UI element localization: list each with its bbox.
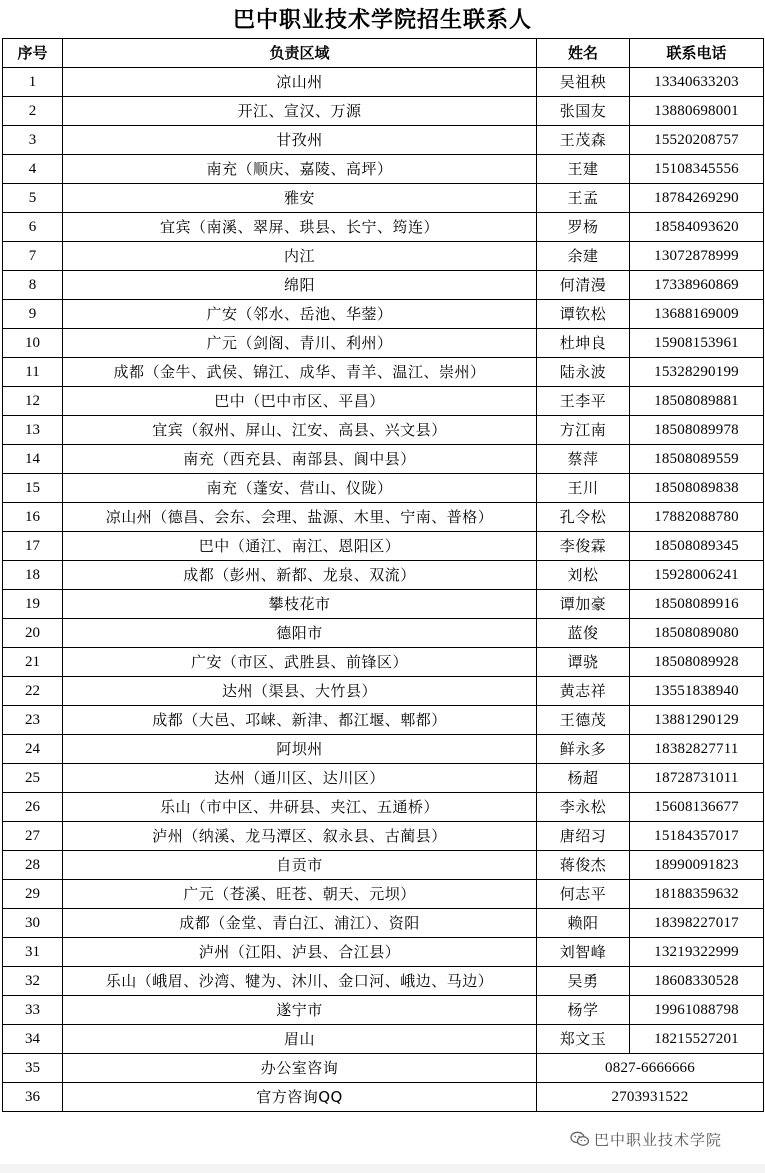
row-number: 20: [3, 619, 63, 648]
table-row: [3, 880, 764, 909]
name-cell: 杨学: [537, 996, 630, 1025]
region-cell: 乐山（市中区、井研县、夹江、五通桥）: [63, 793, 537, 822]
table-row: [3, 561, 764, 590]
table-row: [3, 503, 764, 532]
table-row: [3, 387, 764, 416]
table-row: [3, 909, 764, 938]
table-row: [3, 735, 764, 764]
region-cell: 成都（金牛、武侯、锦江、成华、青羊、温江、崇州）: [63, 358, 537, 387]
region-cell: 凉山州（德昌、会东、会理、盐源、木里、宁南、普格）: [63, 503, 537, 532]
phone-cell: 15328290199: [630, 358, 764, 387]
column-header-name: 姓名: [537, 39, 630, 68]
region-cell: 达州（渠县、大竹县）: [63, 677, 537, 706]
row-number: 14: [3, 445, 63, 474]
name-cell: 李永松: [537, 793, 630, 822]
row-number: 11: [3, 358, 63, 387]
name-cell: 方江南: [537, 416, 630, 445]
row-number: 23: [3, 706, 63, 735]
phone-cell: 13880698001: [630, 97, 764, 126]
row-number: 27: [3, 822, 63, 851]
name-cell: 杜坤良: [537, 329, 630, 358]
name-cell: 蔡萍: [537, 445, 630, 474]
name-cell: 王川: [537, 474, 630, 503]
contact-label-cell: 办公室咨询: [63, 1054, 537, 1083]
name-cell: 王李平: [537, 387, 630, 416]
row-number: 25: [3, 764, 63, 793]
name-cell: 何清漫: [537, 271, 630, 300]
phone-cell: 18608330528: [630, 967, 764, 996]
table-row: [3, 126, 764, 155]
region-cell: 巴中（巴中市区、平昌）: [63, 387, 537, 416]
table-row: [3, 764, 764, 793]
row-number: 28: [3, 851, 63, 880]
name-cell: 陆永波: [537, 358, 630, 387]
table-row: [3, 793, 764, 822]
region-cell: 凉山州: [63, 68, 537, 97]
phone-cell: 18508089928: [630, 648, 764, 677]
region-cell: 眉山: [63, 1025, 537, 1054]
row-number: 19: [3, 590, 63, 619]
contact-value-cell: 0827-6666666: [537, 1054, 764, 1083]
row-number: 13: [3, 416, 63, 445]
row-number: 6: [3, 213, 63, 242]
region-cell: 乐山（峨眉、沙湾、犍为、沐川、金口河、峨边、马边）: [63, 967, 537, 996]
column-header-region: 负责区域: [63, 39, 537, 68]
row-number: 31: [3, 938, 63, 967]
table-row: [3, 329, 764, 358]
phone-cell: 15520208757: [630, 126, 764, 155]
table-row: [3, 416, 764, 445]
phone-cell: 18508089559: [630, 445, 764, 474]
row-number: 18: [3, 561, 63, 590]
name-cell: 罗杨: [537, 213, 630, 242]
name-cell: 郑文玉: [537, 1025, 630, 1054]
region-cell: 达州（通川区、达川区）: [63, 764, 537, 793]
contacts-table: [2, 38, 764, 1112]
phone-cell: 13219322999: [630, 938, 764, 967]
row-number: 9: [3, 300, 63, 329]
table-row: [3, 677, 764, 706]
table-row: [3, 851, 764, 880]
row-number: 24: [3, 735, 63, 764]
name-cell: 刘智峰: [537, 938, 630, 967]
region-cell: 广安（邻水、岳池、华蓥）: [63, 300, 537, 329]
bottom-strip: [0, 1164, 765, 1173]
region-cell: 开江、宣汉、万源: [63, 97, 537, 126]
name-cell: 孔令松: [537, 503, 630, 532]
phone-cell: 18382827711: [630, 735, 764, 764]
wechat-icon: [570, 1131, 590, 1147]
column-header-no: 序号: [3, 39, 63, 68]
phone-cell: 13340633203: [630, 68, 764, 97]
name-cell: 谭钦松: [537, 300, 630, 329]
name-cell: 黄志祥: [537, 677, 630, 706]
table-row: [3, 1054, 764, 1083]
phone-cell: 15184357017: [630, 822, 764, 851]
row-number: 10: [3, 329, 63, 358]
row-number: 34: [3, 1025, 63, 1054]
table-row: [3, 474, 764, 503]
column-header-phone: 联系电话: [630, 39, 764, 68]
region-cell: 成都（彭州、新都、龙泉、双流）: [63, 561, 537, 590]
page-title: 巴中职业技术学院招生联系人: [232, 7, 532, 33]
name-cell: 赖阳: [537, 909, 630, 938]
table-row: [3, 242, 764, 271]
phone-cell: 18508089978: [630, 416, 764, 445]
watermark: [566, 1127, 726, 1151]
region-cell: 雅安: [63, 184, 537, 213]
table-row: [3, 184, 764, 213]
phone-cell: 18508089080: [630, 619, 764, 648]
region-cell: 广安（市区、武胜县、前锋区）: [63, 648, 537, 677]
region-cell: 广元（苍溪、旺苍、朝天、元坝）: [63, 880, 537, 909]
phone-cell: 17882088780: [630, 503, 764, 532]
name-cell: 王建: [537, 155, 630, 184]
name-cell: 李俊霖: [537, 532, 630, 561]
table-row: [3, 1025, 764, 1054]
row-number: 16: [3, 503, 63, 532]
table-row: [3, 97, 764, 126]
name-cell: 何志平: [537, 880, 630, 909]
table-row: [3, 271, 764, 300]
table-row: [3, 822, 764, 851]
row-number: 15: [3, 474, 63, 503]
name-cell: 鲜永多: [537, 735, 630, 764]
phone-cell: 13688169009: [630, 300, 764, 329]
phone-cell: 15108345556: [630, 155, 764, 184]
phone-cell: 13072878999: [630, 242, 764, 271]
phone-cell: 18784269290: [630, 184, 764, 213]
region-cell: 巴中（通江、南江、恩阳区）: [63, 532, 537, 561]
region-cell: 攀枝花市: [63, 590, 537, 619]
table-row: [3, 445, 764, 474]
region-cell: 绵阳: [63, 271, 537, 300]
phone-cell: 17338960869: [630, 271, 764, 300]
phone-cell: 18728731011: [630, 764, 764, 793]
region-cell: 德阳市: [63, 619, 537, 648]
name-cell: 吴勇: [537, 967, 630, 996]
region-cell: 成都（金堂、青白江、浦江）、资阳: [63, 909, 537, 938]
table-body: [3, 68, 764, 1112]
region-cell: 阿坝州: [63, 735, 537, 764]
phone-cell: 13551838940: [630, 677, 764, 706]
region-cell: 南充（蓬安、营山、仪陇）: [63, 474, 537, 503]
name-cell: 谭骁: [537, 648, 630, 677]
table-row: [3, 155, 764, 184]
table-row: [3, 619, 764, 648]
row-number: 32: [3, 967, 63, 996]
phone-cell: 18508089838: [630, 474, 764, 503]
phone-cell: 18508089345: [630, 532, 764, 561]
contact-value-cell: 2703931522: [537, 1083, 764, 1112]
row-number: 21: [3, 648, 63, 677]
table-row: [3, 706, 764, 735]
phone-cell: 19961088798: [630, 996, 764, 1025]
region-cell: 遂宁市: [63, 996, 537, 1025]
name-cell: 蒋俊杰: [537, 851, 630, 880]
phone-cell: 18398227017: [630, 909, 764, 938]
phone-cell: 15908153961: [630, 329, 764, 358]
region-cell: 自贡市: [63, 851, 537, 880]
name-cell: 王茂森: [537, 126, 630, 155]
phone-cell: 15608136677: [630, 793, 764, 822]
region-cell: 内江: [63, 242, 537, 271]
table-row: [3, 648, 764, 677]
region-cell: 宜宾（叙州、屏山、江安、高县、兴文县）: [63, 416, 537, 445]
table-row: [3, 590, 764, 619]
name-cell: 吴祖秧: [537, 68, 630, 97]
name-cell: 余建: [537, 242, 630, 271]
row-number: 1: [3, 68, 63, 97]
row-number: 33: [3, 996, 63, 1025]
name-cell: 杨超: [537, 764, 630, 793]
table-row: [3, 938, 764, 967]
region-cell: 泸州（纳溪、龙马潭区、叙永县、古蔺县）: [63, 822, 537, 851]
row-number: 30: [3, 909, 63, 938]
row-number: 4: [3, 155, 63, 184]
phone-cell: 18990091823: [630, 851, 764, 880]
row-number: 26: [3, 793, 63, 822]
name-cell: 张国友: [537, 97, 630, 126]
region-cell: 甘孜州: [63, 126, 537, 155]
row-number: 3: [3, 126, 63, 155]
phone-cell: 18508089916: [630, 590, 764, 619]
table-row: [3, 300, 764, 329]
phone-cell: 18188359632: [630, 880, 764, 909]
row-number: 7: [3, 242, 63, 271]
row-number: 22: [3, 677, 63, 706]
name-cell: 王孟: [537, 184, 630, 213]
table-row: [3, 358, 764, 387]
row-number: 36: [3, 1083, 63, 1112]
name-cell: 唐绍习: [537, 822, 630, 851]
row-number: 17: [3, 532, 63, 561]
region-cell: 宜宾（南溪、翠屏、珙县、长宁、筠连）: [63, 213, 537, 242]
phone-cell: 13881290129: [630, 706, 764, 735]
row-number: 5: [3, 184, 63, 213]
table-header-row: [3, 39, 764, 68]
row-number: 8: [3, 271, 63, 300]
phone-cell: 18215527201: [630, 1025, 764, 1054]
contact-label-cell: 官方咨询QQ: [63, 1083, 537, 1112]
row-number: 2: [3, 97, 63, 126]
watermark-text: 巴中职业技术学院: [594, 1130, 723, 1149]
region-cell: 广元（剑阁、青川、利州）: [63, 329, 537, 358]
row-number: 12: [3, 387, 63, 416]
name-cell: 谭加豪: [537, 590, 630, 619]
phone-cell: 18508089881: [630, 387, 764, 416]
region-cell: 成都（大邑、邛崃、新津、都江堰、郫都）: [63, 706, 537, 735]
phone-cell: 18584093620: [630, 213, 764, 242]
table-row: [3, 213, 764, 242]
table-row: [3, 967, 764, 996]
phone-cell: 15928006241: [630, 561, 764, 590]
name-cell: 蓝俊: [537, 619, 630, 648]
table-row: [3, 996, 764, 1025]
name-cell: 刘松: [537, 561, 630, 590]
region-cell: 泸州（江阳、泸县、合江县）: [63, 938, 537, 967]
row-number: 35: [3, 1054, 63, 1083]
table-row: [3, 1083, 764, 1112]
table-row: [3, 532, 764, 561]
name-cell: 王德茂: [537, 706, 630, 735]
region-cell: 南充（顺庆、嘉陵、高坪）: [63, 155, 537, 184]
table-row: [3, 68, 764, 97]
row-number: 29: [3, 880, 63, 909]
region-cell: 南充（西充县、南部县、阆中县）: [63, 445, 537, 474]
